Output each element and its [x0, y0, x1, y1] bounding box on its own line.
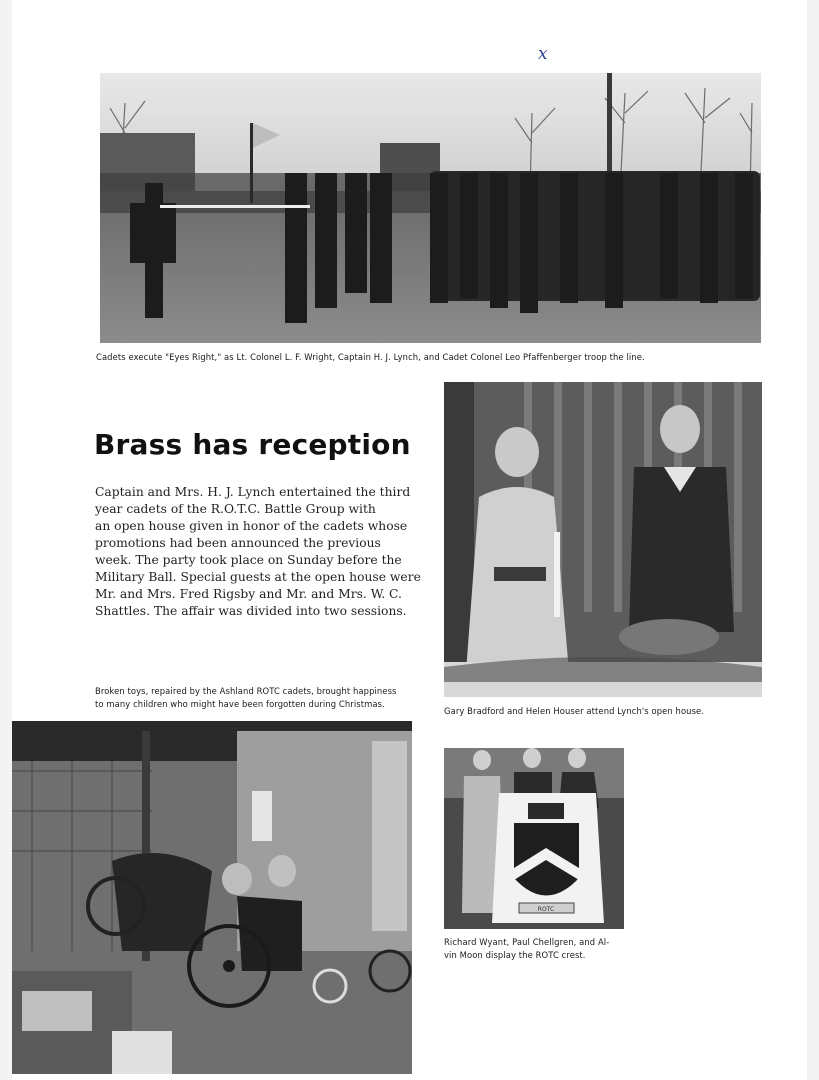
toys-caption [95, 685, 415, 711]
article-body-line: an open house given in honor of the cadets whose [95, 519, 408, 533]
article-body-line: Shattles. The affair was divided into two sessions. [95, 604, 407, 618]
crest-photo [444, 748, 624, 929]
scan-margin-right [807, 0, 819, 1080]
parade-photo [100, 73, 761, 343]
article-body-line: Military Ball. Special guests at the open house were [95, 570, 421, 584]
toys-caption-line: Broken toys, repaired by the Ashland ROTC cadets, brought happiness [95, 686, 397, 696]
parade-caption: Cadets execute "Eyes Right," as Lt. Colonel L. F. Wright, Captain H. J. Lynch, and Cadet Colonel Leo Pfaffenberger troop the line. [96, 352, 645, 362]
article-body-line: year cadets of the R.O.T.C. Battle Group with [95, 502, 376, 516]
crest-caption-line: vin Moon display the ROTC crest. [444, 950, 586, 960]
crest-caption-line: Richard Wyant, Paul Chellgren, and Al- [444, 937, 610, 947]
reception-caption: Gary Bradford and Helen Houser attend Lynch's open house. [444, 706, 705, 716]
article-body-line: promotions had been announced the previous [95, 536, 381, 550]
reception-photo [444, 382, 762, 697]
article-body-line: Captain and Mrs. H. J. Lynch entertained the third [95, 485, 411, 499]
article-body-line: week. The party took place on Sunday before the [95, 553, 402, 567]
handwritten-mark: x [538, 44, 548, 64]
toys-caption-line: to many children who might have been forgotten during Christmas. [95, 699, 385, 709]
toys-photo [12, 721, 412, 1074]
article-body [95, 484, 421, 620]
crest-banner-text: ROTC [537, 906, 555, 913]
scan-margin-left [0, 0, 12, 1080]
article-body-line: Mr. and Mrs. Fred Rigsby and Mr. and Mrs. W. C. [95, 587, 402, 601]
article-headline: Brass has reception [94, 428, 411, 461]
crest-caption [444, 936, 644, 962]
